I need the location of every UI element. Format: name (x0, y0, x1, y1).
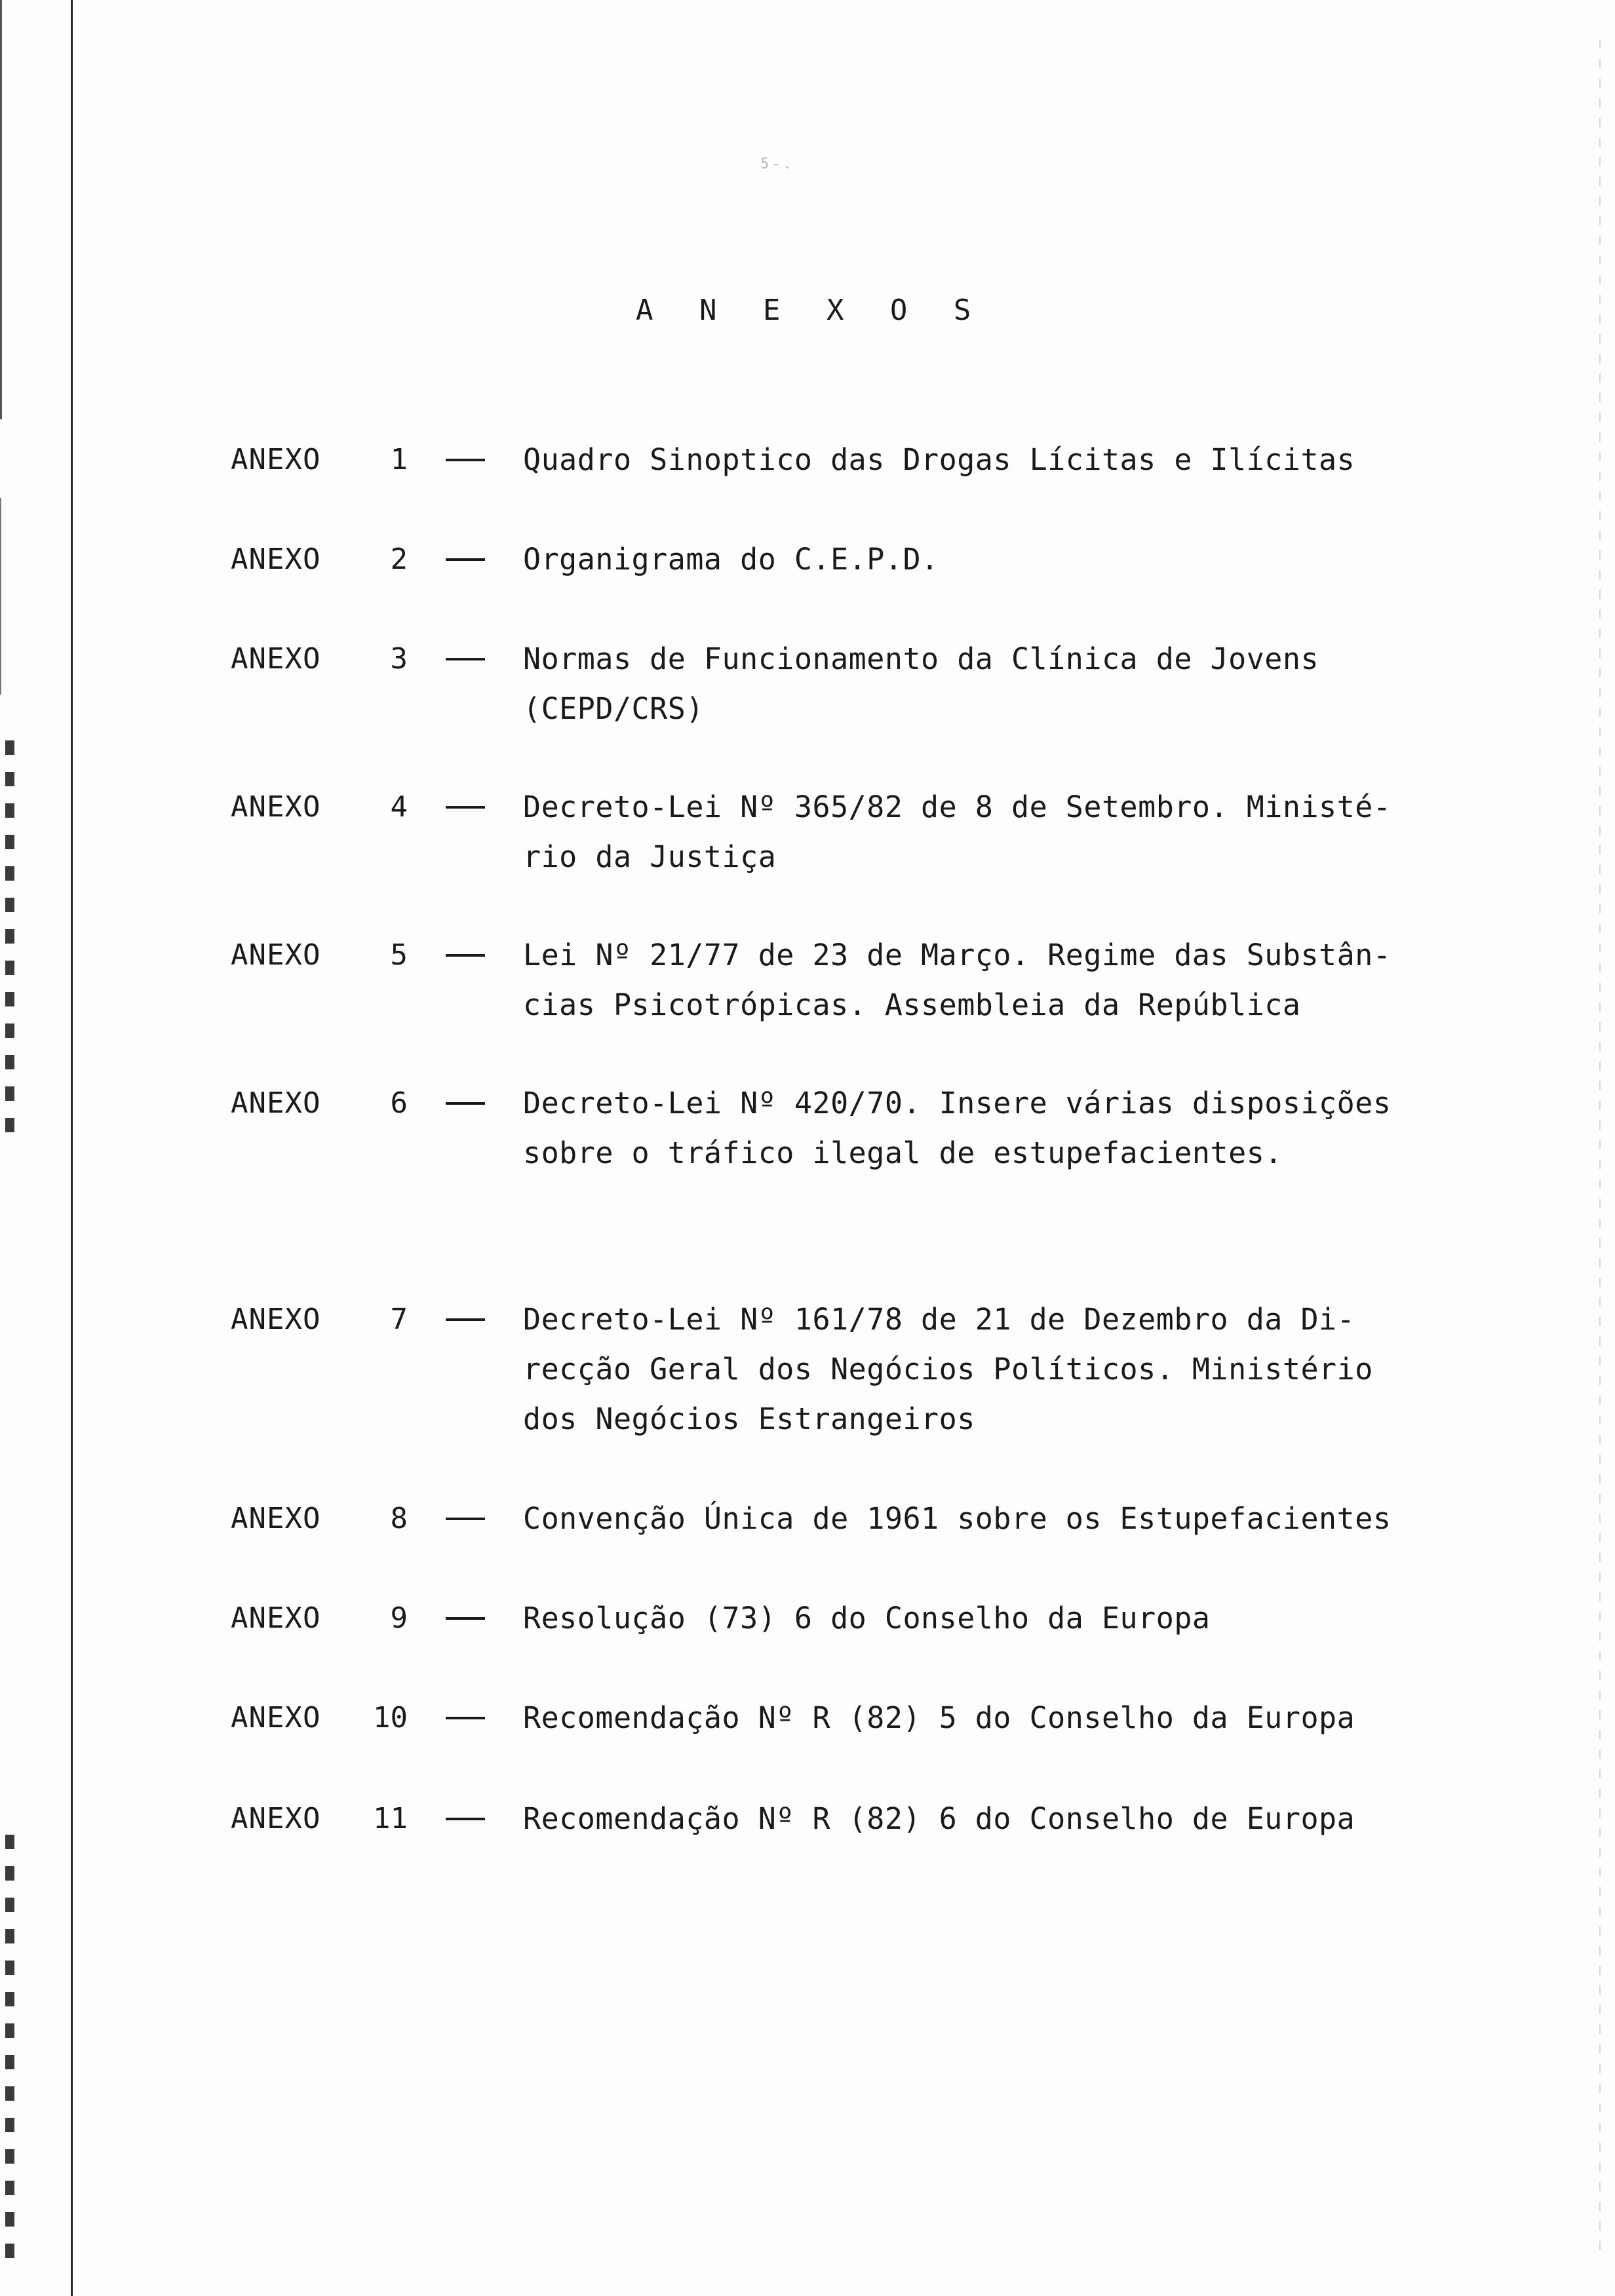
annex-number: 1 (390, 443, 408, 476)
annex-dash (446, 1318, 485, 1321)
annex-number: 2 (390, 543, 408, 576)
annex-title: Recomendação Nº R (82) 6 do Conselho de Europa (523, 1801, 1355, 1836)
annex-number: 10 (373, 1701, 408, 1734)
annex-dash (446, 1518, 485, 1520)
annex-label: ANEXO (231, 1802, 321, 1835)
annex-label: ANEXO (231, 642, 321, 676)
annex-dash (446, 1717, 485, 1719)
annex-label: ANEXO (231, 1086, 321, 1120)
annex-dash (446, 1617, 485, 1620)
page-number: 5-. (760, 156, 794, 172)
annex-title: Organigrama do C.E.P.D. (523, 542, 939, 577)
annex-dash (446, 1102, 485, 1105)
annex-title: Decreto-Lei Nº 420/70. Insere várias disposições sobre o tráfico ilegal de estupefacientes. (523, 1086, 1391, 1170)
annex-dash (446, 806, 485, 809)
annex-title: Resolução (73) 6 do Conselho da Europa (523, 1601, 1211, 1636)
annex-label: ANEXO (231, 1303, 321, 1336)
annex-number: 9 (390, 1601, 408, 1635)
annex-number: 11 (373, 1802, 408, 1835)
page-title: A N E X O S (636, 294, 986, 327)
annex-number: 6 (390, 1086, 408, 1120)
annex-label: ANEXO (231, 790, 321, 824)
annex-label: ANEXO (231, 1701, 321, 1734)
annex-dash (446, 459, 485, 461)
annex-title: Quadro Sinoptico das Drogas Lícitas e Ilícitas (523, 442, 1355, 477)
annex-title: Normas de Funcionamento da Clínica de Jovens (CEPD/CRS) (523, 641, 1319, 726)
annex-label: ANEXO (231, 938, 321, 972)
annex-dash (446, 1818, 485, 1820)
annex-title: Decreto-Lei Nº 161/78 de 21 de Dezembro da Di- recção Geral dos Negócios Políticos. Ministério dos Negócios Estrangeiros (523, 1302, 1373, 1436)
annex-title: Recomendação Nº R (82) 5 do Conselho da Europa (523, 1700, 1355, 1735)
annex-number: 4 (390, 790, 408, 824)
annex-label: ANEXO (231, 443, 321, 476)
annex-number: 5 (390, 938, 408, 972)
annex-number: 3 (390, 642, 408, 676)
annex-number: 8 (390, 1502, 408, 1535)
annex-dash (446, 558, 485, 561)
annex-number: 7 (390, 1303, 408, 1336)
annex-title: Decreto-Lei Nº 365/82 de 8 de Setembro. Ministé- rio da Justiça (523, 790, 1391, 874)
annex-label: ANEXO (231, 543, 321, 576)
annex-label: ANEXO (231, 1502, 321, 1535)
annex-dash (446, 658, 485, 660)
annex-dash (446, 954, 485, 957)
annex-label: ANEXO (231, 1601, 321, 1635)
annex-title: Convenção Única de 1961 sobre os Estupefacientes (523, 1501, 1391, 1536)
annex-title: Lei Nº 21/77 de 23 de Março. Regime das Substân- cias Psicotrópicas. Assembleia da República (523, 938, 1391, 1022)
